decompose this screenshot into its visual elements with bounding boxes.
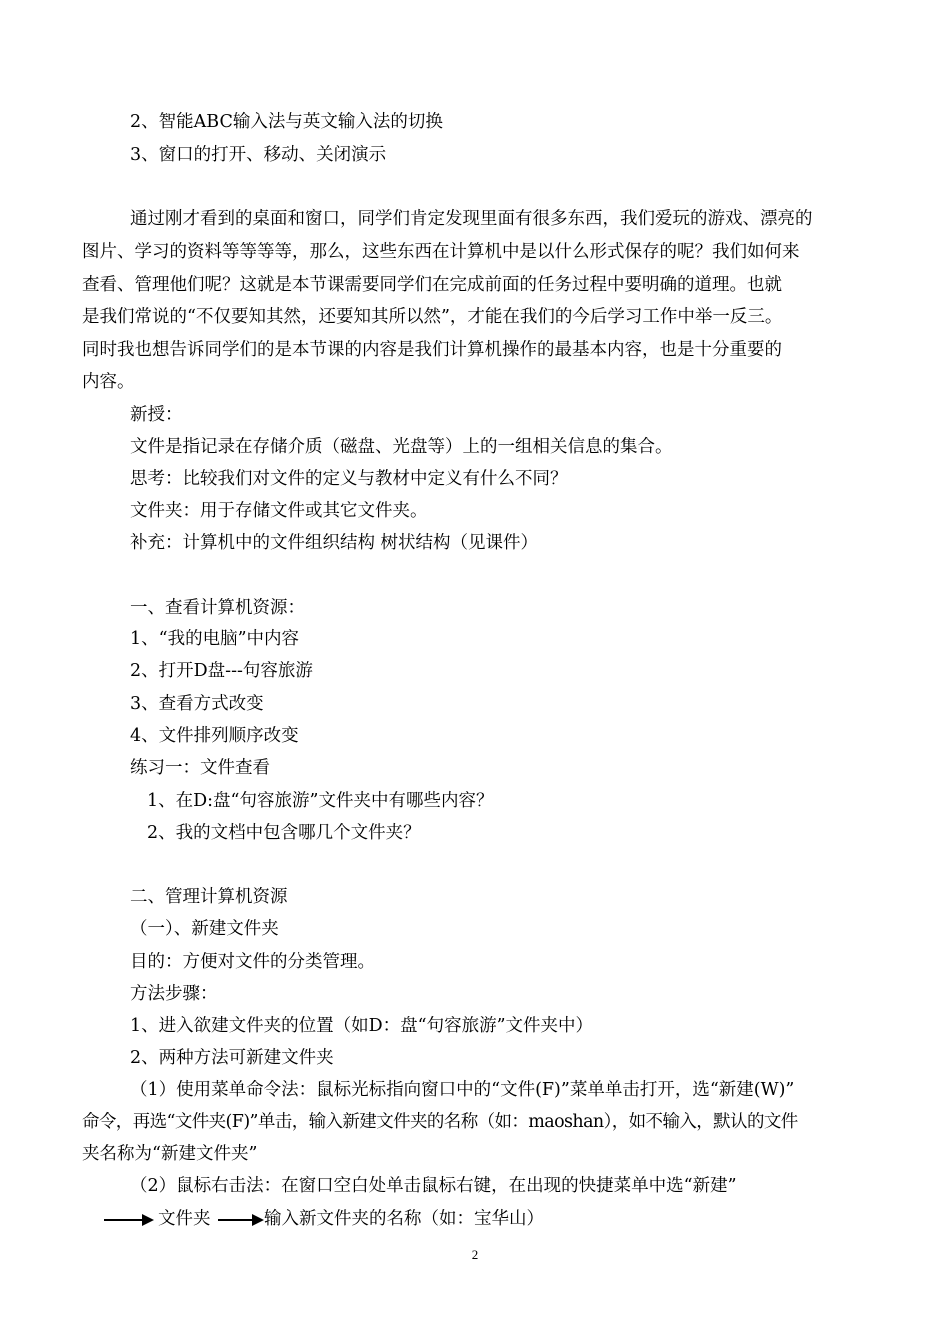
text-fragment: 输入新文件夹的名称（如：宝华山） xyxy=(264,1209,544,1229)
text-line: 方法步骤： xyxy=(130,984,218,1004)
paragraph-line: （1）使用菜单命令法：鼠标光标指向窗口中的“文件(F)”菜单单击打开，选“新建(W)” xyxy=(130,1080,795,1100)
paragraph-line: 通过刚才看到的桌面和窗口，同学们肯定发现里面有很多东西，我们爱玩的游戏、漂亮的 xyxy=(130,209,813,229)
list-item: 2、打开D盘---句容旅游 xyxy=(130,661,313,681)
list-item: 2、两种方法可新建文件夹 xyxy=(130,1048,334,1068)
list-item: 1、进入欲建文件夹的位置（如D：盘“句容旅游”文件夹中） xyxy=(130,1016,594,1036)
arrow-icon xyxy=(104,1213,154,1227)
text-line: 2、智能ABC输入法与英文输入法的切换 xyxy=(130,112,443,132)
text-line: 补充：计算机中的文件组织结构 树状结构（见课件） xyxy=(130,533,539,553)
text-line: 文件夹：用于存储文件或其它文件夹。 xyxy=(130,501,428,521)
text-fragment: 文件夹 xyxy=(158,1209,211,1229)
page-number: 2 xyxy=(471,1247,479,1262)
paragraph-line: 命令，再选“文件夹(F)”单击，输入新建文件夹的名称（如：maoshan），如不输入，默认的文件 xyxy=(82,1112,798,1132)
list-item: 3、查看方式改变 xyxy=(130,694,264,714)
exercise-heading: 练习一：文件查看 xyxy=(130,758,270,778)
section-heading: 二、管理计算机资源 xyxy=(130,887,288,907)
subsection-heading: （一）、新建文件夹 xyxy=(130,919,279,939)
paragraph-line: 夹名称为“新建文件夹” xyxy=(82,1144,258,1164)
text-line: 思考：比较我们对文件的定义与教材中定义有什么不同？ xyxy=(130,469,568,489)
paragraph-line: 内容。 xyxy=(82,372,135,392)
paragraph-line: 查看、管理他们呢？这就是本节课需要同学们在完成前面的任务过程中要明确的道理。也就 xyxy=(82,275,782,295)
list-item: 4、文件排列顺序改变 xyxy=(130,726,299,746)
list-item: 1、在D:盘“句容旅游”文件夹中有哪些内容？ xyxy=(147,791,494,811)
text-line: 文件是指记录在存储介质（磁盘、光盘等）上的一组相关信息的集合。 xyxy=(130,437,673,457)
text-line: 3、窗口的打开、移动、关闭演示 xyxy=(130,145,387,165)
list-item: 2、我的文档中包含哪几个文件夹？ xyxy=(147,823,421,843)
paragraph-line: （2）鼠标右击法：在窗口空白处单击鼠标右键，在出现的快捷菜单中选“新建” xyxy=(130,1176,737,1196)
paragraph-line: 同时我也想告诉同学们的是本节课的内容是我们计算机操作的最基本内容，也是十分重要的 xyxy=(82,340,782,360)
section-label: 新授： xyxy=(130,405,183,425)
text-line: 目的：方便对文件的分类管理。 xyxy=(130,952,375,972)
paragraph-line: 图片、学习的资料等等等等，那么，这些东西在计算机中是以什么形式保存的呢？我们如何来 xyxy=(82,242,800,262)
arrow-icon xyxy=(218,1213,264,1227)
paragraph-line: 是我们常说的“不仅要知其然，还要知其所以然”，才能在我们的今后学习工作中举一反三。 xyxy=(82,307,783,327)
list-item: 1、“我的电脑”中内容 xyxy=(130,629,300,649)
section-heading: 一、查看计算机资源： xyxy=(130,598,305,618)
